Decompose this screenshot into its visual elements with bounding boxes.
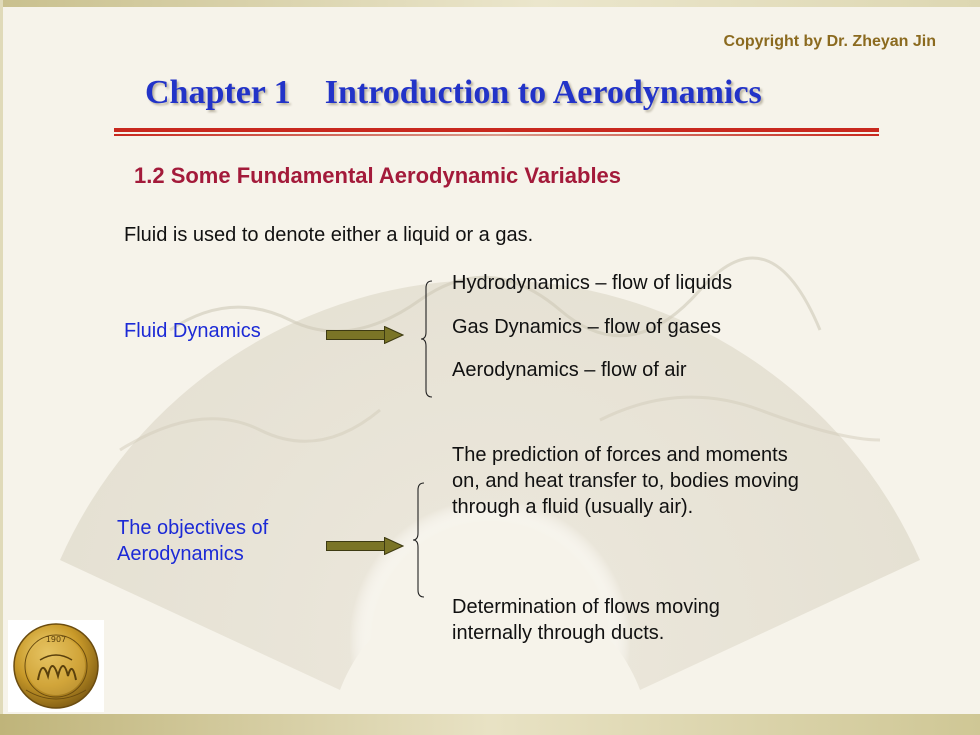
- objective-ducts-line2: internally through ducts.: [452, 622, 665, 644]
- university-seal-logo: [8, 620, 104, 712]
- intro-text: Fluid is used to denote either a liquid or a gas.: [124, 224, 534, 246]
- fluid-dynamics-item-aerodynamics: Aerodynamics – flow of air: [452, 359, 687, 381]
- title-underline-thin: [114, 134, 879, 136]
- bottom-decorative-bar: [0, 714, 980, 735]
- objective-forces-line3: through a fluid (usually air).: [452, 496, 694, 518]
- chapter-title: Introduction to Aerodynamics: [324, 74, 762, 111]
- chapter-number: Chapter 1: [145, 74, 291, 111]
- objective-forces-line1: The prediction of forces and moments: [452, 444, 788, 466]
- section-heading: 1.2 Some Fundamental Aerodynamic Variables: [134, 163, 622, 188]
- objective-forces-line2: on, and heat transfer to, bodies moving: [452, 470, 799, 492]
- fluid-dynamics-item-hydrodynamics: Hydrodynamics – flow of liquids: [452, 272, 733, 294]
- left-brace-icon: [412, 482, 428, 598]
- title-underline: [114, 128, 879, 132]
- objective-forces-text: [452, 442, 799, 520]
- objectives-label-line2: Aerodynamics: [117, 543, 244, 565]
- page-title: [145, 74, 762, 112]
- fluid-dynamics-label: Fluid Dynamics: [124, 320, 261, 342]
- arrow-right-icon: [326, 326, 404, 344]
- objectives-label: [117, 515, 268, 567]
- copyright-notice: Copyright by Dr. Zheyan Jin: [723, 33, 936, 50]
- objective-ducts-text: [452, 594, 720, 646]
- objectives-label-line1: The objectives of: [117, 517, 269, 539]
- seal-year: 1907: [45, 635, 67, 644]
- left-brace-icon: [420, 280, 436, 398]
- objective-ducts-line1: Determination of flows moving: [452, 596, 720, 618]
- arrow-right-icon: [326, 537, 404, 555]
- fluid-dynamics-item-gas-dynamics: Gas Dynamics – flow of gases: [452, 316, 721, 338]
